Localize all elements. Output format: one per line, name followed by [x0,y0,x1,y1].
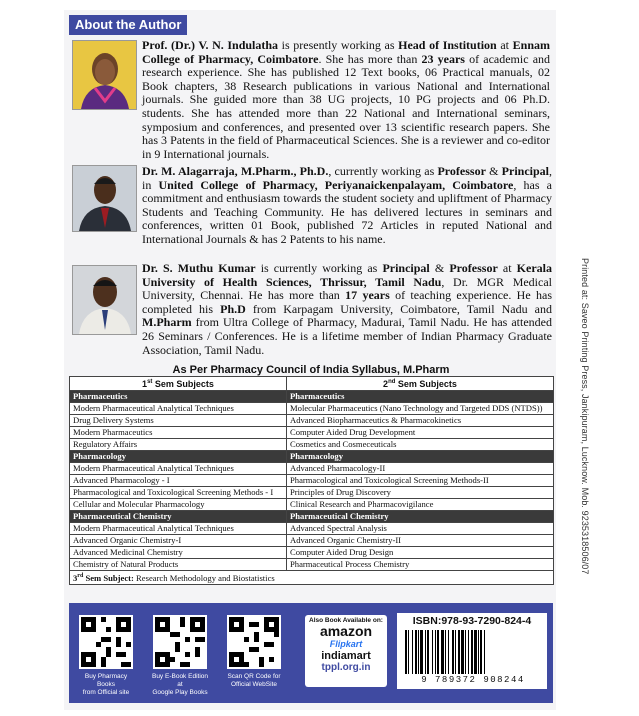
table-row: Advanced Organic Chemistry-I Advanced Organic Chemistry-II [70,535,554,547]
author-bio-3: Dr. S. Muthu Kumar is currently working as Principal & Professor at Kerala University of Health Sciences, Thrissur, Tamil Nadu, Dr. MGR Medical University, Chennai. He has more than 17 years of teaching experience. He has completed his Ph.D from Karpagam University, Coimbatore, Tamil Nadu and M.Pharm from Ultra College of Pharmacy, Madurai, Tamil Nadu. He has attended 26 Seminars / Conferences. He is a lifetime member of Indian Pharmacy Graduate Association, Tamil Nadu. [142,261,553,357]
table-row: Modern Pharmaceutical Analytical Techniques Molecular Pharmaceutics (Nano Technology and Targeted DDS (NTDS)) [70,403,554,415]
syllabus-title: As Per Pharmacy Council of India Syllabus, M.Pharm [172,364,450,376]
qr-google-play[interactable]: Buy E-Book Edition at Google Play Books [149,615,211,697]
about-author-heading: About the Author [69,15,187,35]
barcode-bar [408,630,409,674]
table-row: Advanced Pharmacology - I Pharmacological and Toxicological Screening Methods-II [70,475,554,487]
barcode-bar [480,630,482,674]
barcode-bar [484,630,485,674]
table-row: Modern Pharmaceutical Analytical Techniques Advanced Spectral Analysis [70,523,554,535]
author-photo-3 [72,265,137,335]
isbn-label: ISBN:978-93-7290-824-4 [412,615,532,627]
flipkart-logo[interactable]: Flipkart [329,639,363,649]
footer-banner [69,603,553,703]
qr-official-site[interactable]: Buy Pharmacy Books from Official site [75,615,137,697]
author-bio-2: Dr. M. Alagarraja, M.Pharm., Ph.D., currently working as Professor & Principal, in United College of Pharmacy, Periyanaickenpalayam, Coimbatore, has a commitment and enthusiasm towards the student society and upliftment of Pharmacy Students and Teaching Community. He has delivered lectures in seminars and conferences, written 01 Book, published 72 Articles in reputed National and International Journals & has 2 Patents to his name. [142,164,552,246]
store-availability [305,615,387,687]
table-row: Modern Pharmaceutical Analytical Techniques Advanced Pharmacology-II [70,463,554,475]
qr-code-icon [227,615,281,669]
barcode-bar [412,630,413,674]
indiamart-logo[interactable]: indiamart [321,650,371,662]
table-row: Regulatory Affairs Cosmetics and Cosmeceuticals [70,439,554,451]
table-row: Chemistry of Natural Products Pharmaceutical Process Chemistry [70,559,554,571]
barcode-bar [468,630,469,674]
barcode-bar [420,630,423,674]
syllabus-table [69,376,554,585]
qr-website[interactable]: Scan QR Code for Official WebSite [223,615,285,689]
col-head-sem1: 1st Sem Subjects [70,377,287,391]
barcode-bar [441,630,444,674]
printer-imprint: Printed at: Saveo Printing Press, Jankipuram, Lucknow. Mob. 9235318506/07 [580,258,590,575]
table-row: Advanced Medicinal Chemistry Computer Aided Drug Design [70,547,554,559]
barcode-bar [474,630,477,674]
barcode-bar [458,630,460,674]
barcode-bar [455,630,456,674]
barcode-bar [427,630,429,674]
barcode-bar [435,630,436,674]
barcode-bar [425,630,426,674]
author-bio-1: Prof. (Dr.) V. N. Indulatha is presently working as Head of Institution at Ennam College of Pharmacy, Coimbatore. She has more than 23 years of academic and research experience. She has published 12 Text books, 06 Practical manuals, 02 Book chapters, 38 Research publications in various National and International journals. She guided more than 38 UG projects, 10 PG projects and 06 Ph.D. students. She has attended more than 22 National and International seminars, symposium and conferences, and presented over 13 scientific research papers. She has 3 Patents in the field of Pharmaceutical Sciences. She is a reviewer and co-editor in 9 International journals. [142,38,551,161]
barcode-bar [448,630,449,674]
section-row: Pharmaceutics Pharmaceutics [70,391,554,403]
section-row: Pharmacology Pharmacology [70,451,554,463]
table-row: Cellular and Molecular Pharmacology Clinical Research and Pharmacovigilance [70,499,554,511]
barcode-bar [471,630,473,674]
table-row: Pharmacological and Toxicological Screening Methods - I Principles of Drug Discovery [70,487,554,499]
table-row: Drug Delivery Systems Advanced Biopharmaceutics & Pharmacokinetics [70,415,554,427]
tppl-website-link[interactable]: tppl.org.in [321,662,371,673]
table-row: Modern Pharmaceutics Computer Aided Drug Development [70,427,554,439]
barcode-bar [465,630,466,674]
barcode-number: 9 789372 908244 [421,675,525,685]
third-sem-row: 3rd Sem Subject: Research Methodology and Biostatistics [70,571,554,585]
barcode-bar [418,630,419,674]
qr-code-icon [153,615,207,669]
barcode-icon [403,630,543,674]
barcode-bar [461,630,464,674]
barcode-bar [432,630,433,674]
barcode-bar [478,630,479,674]
barcode-bar [437,630,439,674]
author-photo-1 [72,40,137,110]
barcode-bar [415,630,417,674]
amazon-logo[interactable]: amazon [319,623,373,639]
author-photo-2 [72,165,137,232]
barcode-bar [452,630,454,674]
barcode-bar [445,630,446,674]
available-title: Also Book Available on: [309,617,383,624]
qr-code-icon [79,615,133,669]
barcode-bar [405,630,407,674]
isbn-box [397,613,547,689]
section-row: Pharmaceutical Chemistry Pharmaceutical Chemistry [70,511,554,523]
col-head-sem2: 2nd Sem Subjects [287,377,554,391]
